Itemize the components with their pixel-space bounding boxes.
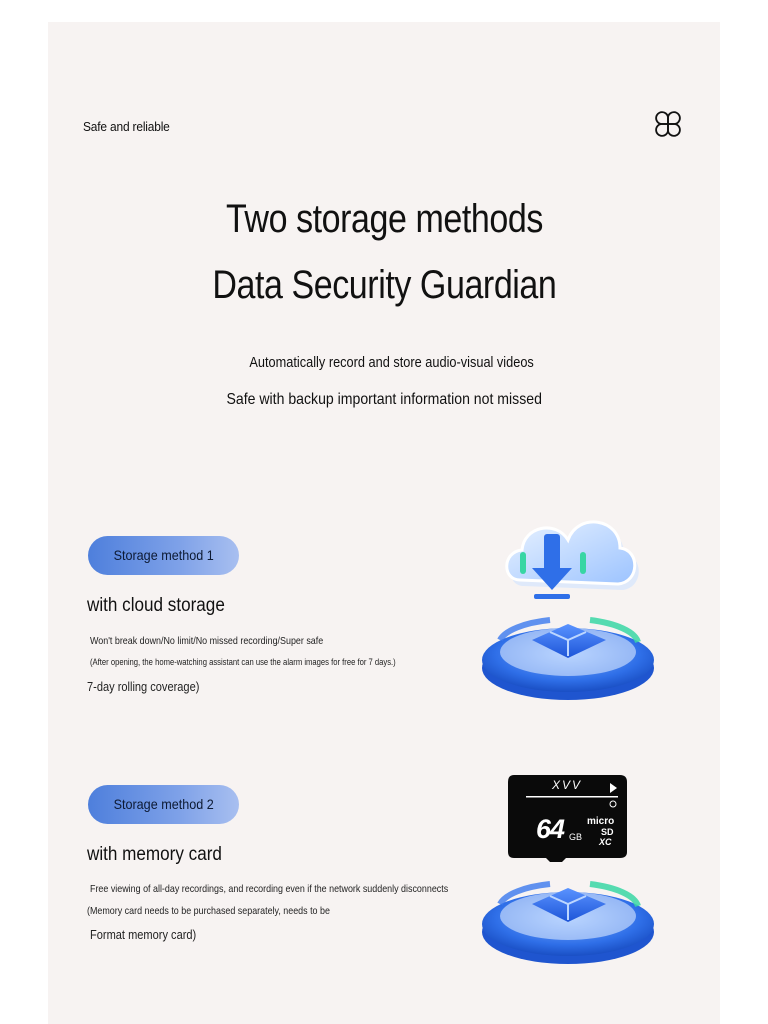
four-leaf-logo-icon bbox=[652, 108, 684, 140]
card-brand: XVV bbox=[552, 778, 583, 792]
memory-card-title: with memory card bbox=[87, 844, 222, 865]
card-unit: GB bbox=[569, 832, 583, 842]
card-capacity: 64 bbox=[536, 814, 565, 844]
memory-card-note: (Memory card needs to be purchased separately, needs to be bbox=[87, 905, 330, 917]
memory-card-format: Format memory card) bbox=[90, 927, 197, 942]
memory-card-icon bbox=[470, 770, 670, 970]
cloud-storage-coverage: 7-day rolling coverage) bbox=[87, 679, 200, 694]
cloud-download-icon bbox=[470, 490, 670, 710]
subtitle-line-2: Safe with backup important information not missed bbox=[226, 391, 542, 408]
headline-line-2: Data Security Guardian bbox=[211, 263, 557, 307]
tagline: Safe and reliable bbox=[83, 119, 170, 134]
card-type: micro SD XC bbox=[587, 816, 615, 847]
cloud-storage-note: (After opening, the home-watching assistant can use the alarm images for free for 7 days.) bbox=[90, 657, 396, 667]
subtitle-line-1: Automatically record and store audio-visual videos bbox=[249, 355, 535, 371]
headline-line-1: Two storage methods bbox=[225, 197, 543, 241]
cloud-storage-title: with cloud storage bbox=[87, 595, 225, 616]
storage-method-2-pill: Storage method 2 bbox=[88, 785, 239, 824]
memory-card-features: Free viewing of all-day recordings, and recording even if the network suddenly disconnects bbox=[90, 883, 449, 895]
storage-method-1-pill: Storage method 1 bbox=[88, 536, 239, 575]
cloud-storage-features: Won't break down/No limit/No missed recording/Super safe bbox=[90, 635, 324, 647]
